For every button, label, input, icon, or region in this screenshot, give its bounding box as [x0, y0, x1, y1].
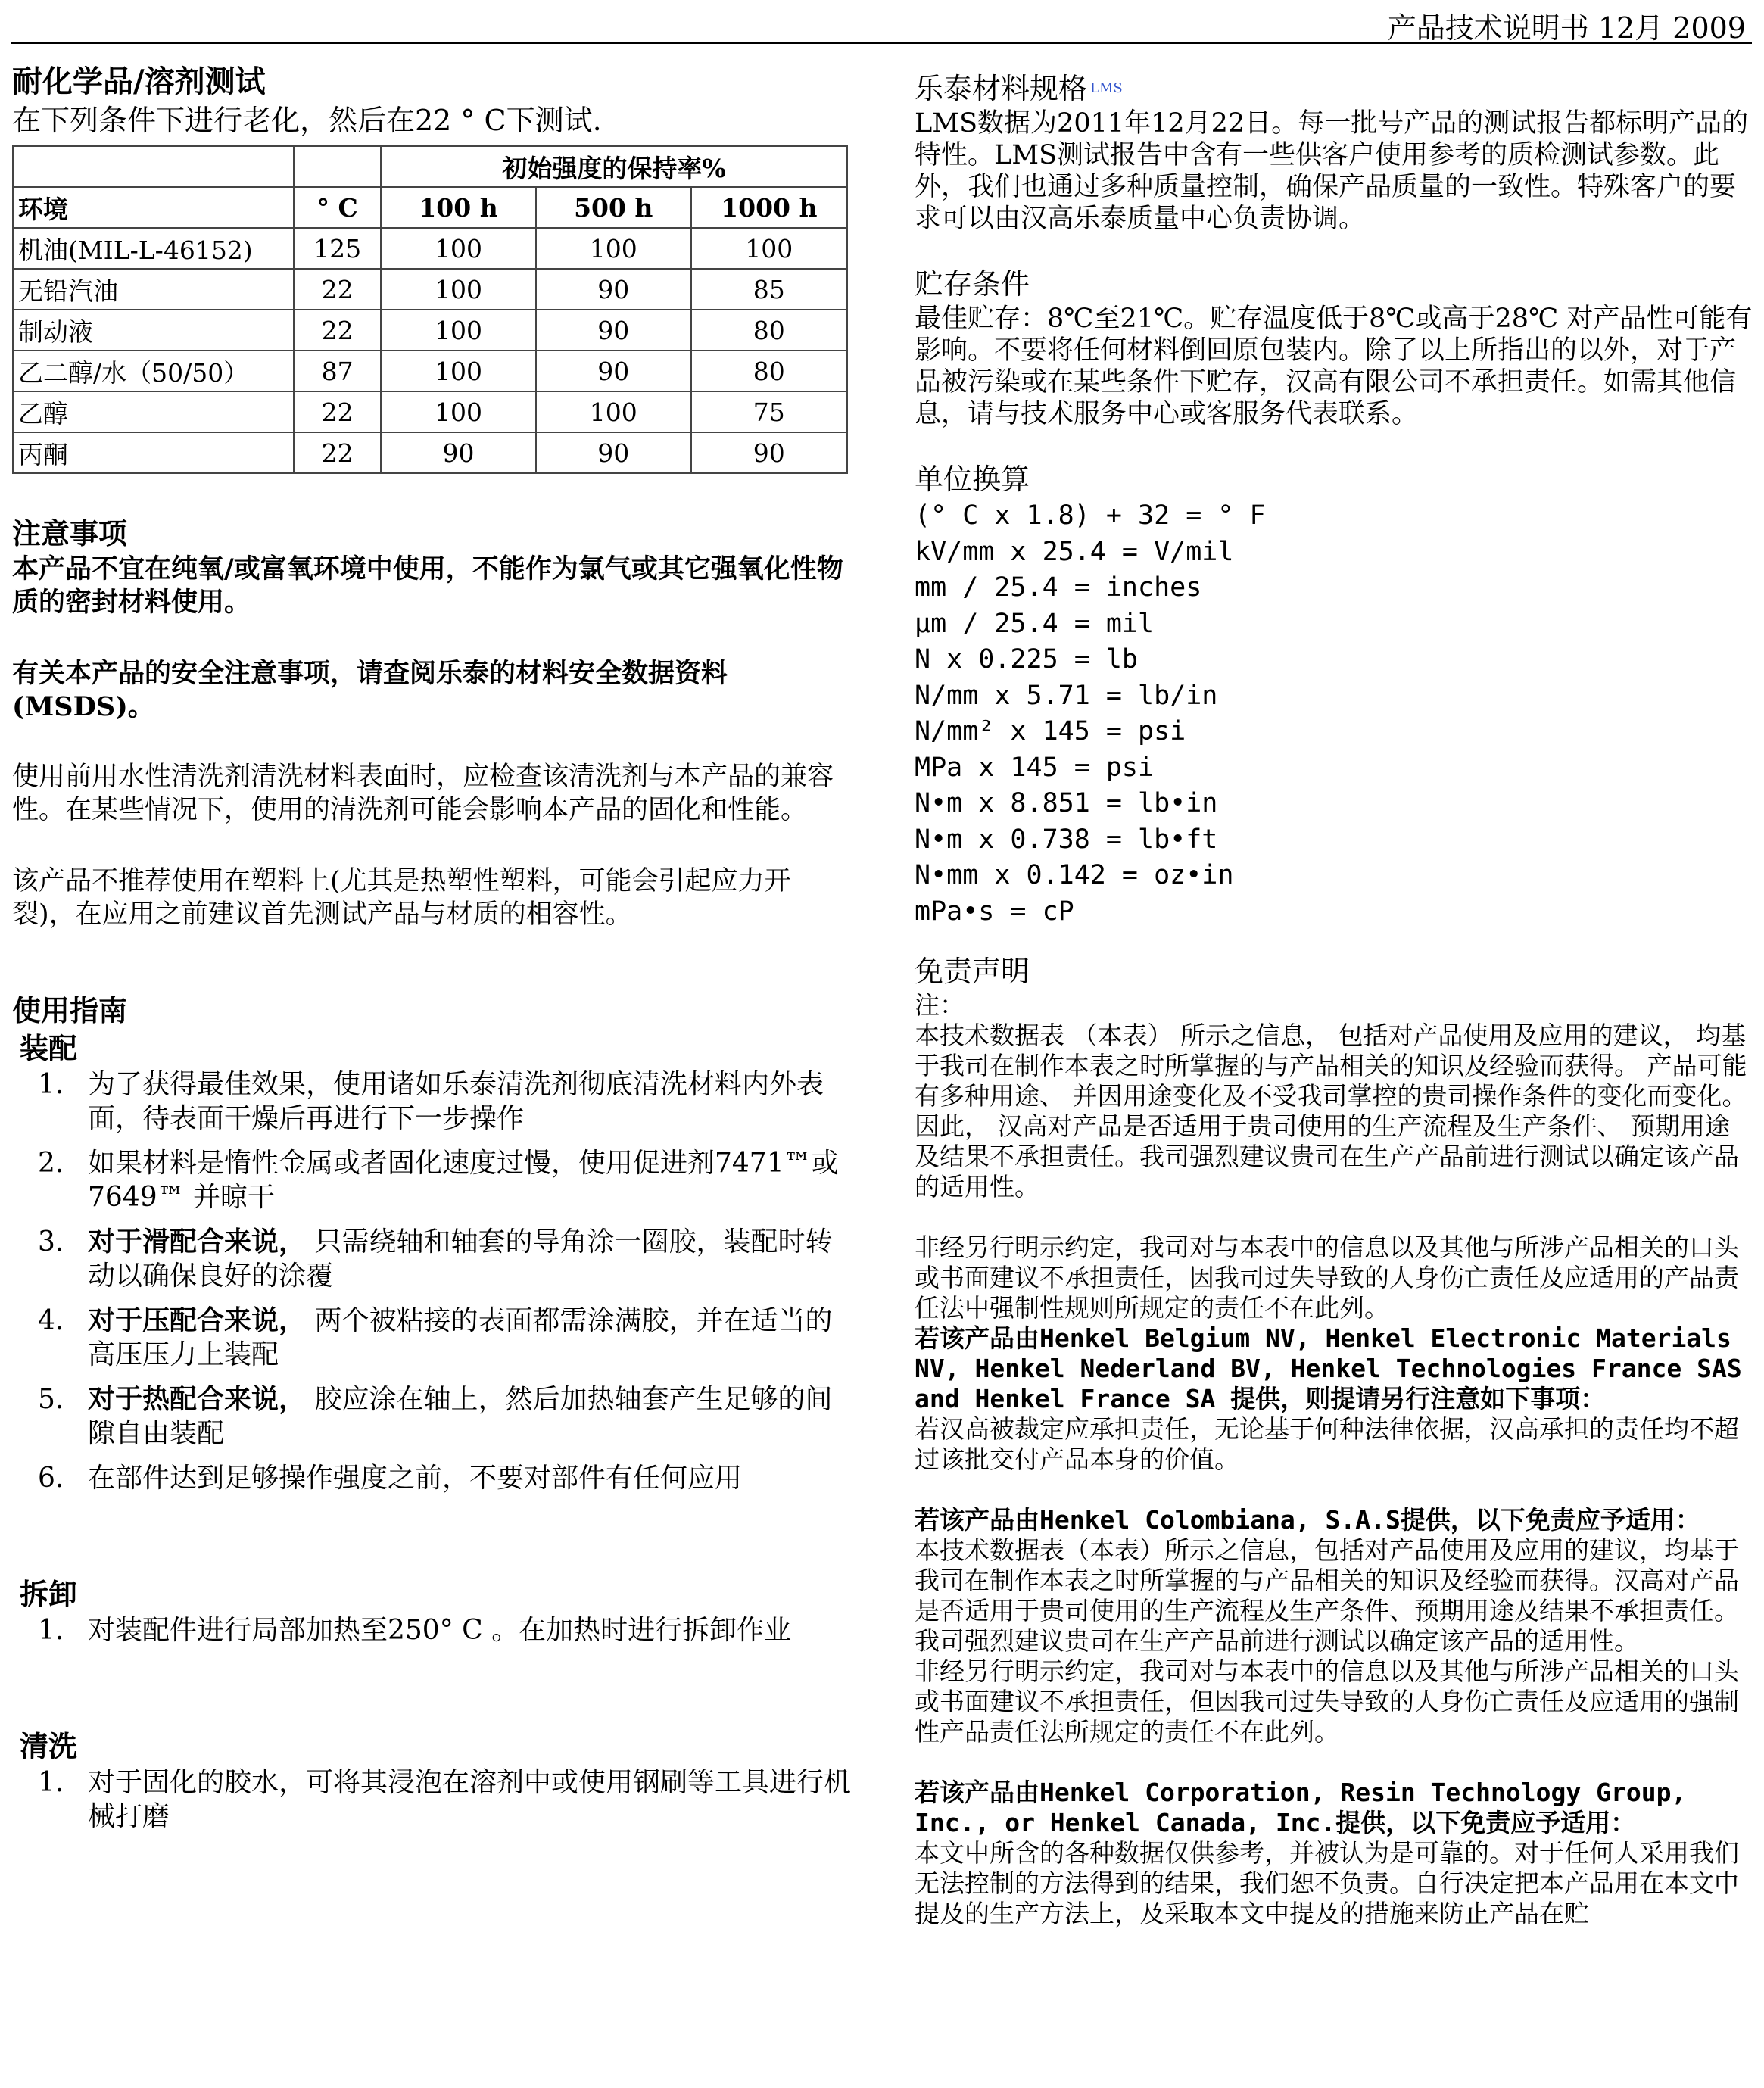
lms-title: 乐泰材料规格 $^{LMS}$: [915, 72, 1123, 105]
disclaimer-paragraph: 本技术数据表（本表）所示之信息，包括对产品使用及应用的建议，均基于我司在制作本表之时所掌握的与产品相关的知识及经验而获得。汉高对产品是否适用于贵司使用的生产流程及生产条件、预期用途及结果不承担责任。我司强烈建议贵司在生产产品前进行测试以确定该产品的适用性。: [915, 1535, 1739, 1656]
disclaimer-heading: 若该产品由Henkel Corporation, Resin Technology Group, Inc., or Henkel Canada, Inc.提供，以下免责应予适用：: [915, 1778, 1687, 1837]
conversion-line: N x 0.225 = lb: [915, 644, 1139, 675]
table-row: [13, 391, 847, 432]
storage-paragraph: 最佳贮存：8℃至21℃。贮存温度低于8℃或高于28℃ 对产品性可能有影响。不要将任何材料倒回原包装内。除了以上所指出的以外，对于产品被污染或在某些条件下贮存，汉高有限公司不承担责任。如需其他信息，请与技术服务中心或客服务代表联系。: [915, 304, 1753, 429]
table-row: [13, 351, 847, 391]
column-header: 100 h: [381, 187, 536, 228]
list-item: 2. 如果材料是惰性金属或者固化速度过慢，使用促进剂7471™或7649™ 并晾干: [38, 1148, 839, 1213]
table-cell: 乙醇: [13, 391, 294, 432]
table-cell: 90: [536, 269, 691, 310]
table-row: [13, 269, 847, 310]
conversion-line: (° C x 1.8) + 32 = ° F: [915, 500, 1266, 531]
list-item: 3. 对于滑配合来说， 只需绕轴和轴套的导角涂一圈胶，装配时转动以确保良好的涂覆: [38, 1226, 833, 1292]
conversion-line: kV/mm x 25.4 = V/mil: [915, 536, 1234, 567]
table-cell: 85: [691, 269, 847, 310]
table-row: [13, 432, 847, 473]
conversion-list: [915, 498, 1753, 930]
conversion-line: mm / 25.4 = inches: [915, 572, 1202, 603]
table-cell: 22: [294, 310, 381, 351]
table-header-row: [13, 187, 847, 228]
disclaimer-note: 注：: [915, 990, 965, 1020]
table-cell: 75: [691, 391, 847, 432]
conversion-line: N•m x 8.851 = lb•in: [915, 788, 1218, 818]
disassembly-title: 拆卸: [20, 1577, 78, 1611]
table-cell: 100: [536, 391, 691, 432]
table-cell: 90: [536, 310, 691, 351]
right-column: [915, 70, 1753, 1929]
disclaimer-paragraph: 若汉高被裁定应承担责任，无论基于何种法律依据，汉高承担的责任均不超过该批交付产品本身的价值。: [915, 1414, 1739, 1474]
chem-resistance-subtitle: 在下列条件下进行老化，然后在22 ° C下测试.: [12, 104, 602, 137]
disclaimer-paragraph: 非经另行明示约定，我司对与本表中的信息以及其他与所涉产品相关的口头或书面建议不承担责任，因我司过失导致的人身伤亡责任及应适用的产品责任法中强制性规则所规定的责任不在此列。: [915, 1233, 1739, 1323]
table-group-header-row: [13, 146, 847, 187]
conversion-line: N/mm x 5.71 = lb/in: [915, 680, 1218, 711]
list-item: 1. 对于固化的胶水，可将其浸泡在溶剂中或使用钢刷等工具进行机械打磨: [38, 1767, 852, 1832]
list-item: 6. 在部件达到足够操作强度之前，不要对部件有任何应用: [38, 1463, 743, 1494]
list-item: 1. 对装配件进行局部加热至250° C 。在加热时进行拆卸作业: [38, 1615, 792, 1646]
cleanup-steps: [12, 1765, 851, 1834]
assembly-steps: [12, 1067, 851, 1495]
conversion-line: μm / 25.4 = mil: [915, 608, 1155, 639]
lms-superscript: LMS: [1090, 80, 1123, 96]
table-cell: 80: [691, 351, 847, 391]
notes-paragraph: 本产品不宜在纯氧/或富氧环境中使用，不能作为氯气或其它强氧化性物质的密封材料使用。: [12, 553, 843, 618]
disclaimer-paragraph: 非经另行明示约定，我司对与本表中的信息以及其他与所涉产品相关的口头或书面建议不承担责任，但因我司过失导致的人身伤亡责任及应适用的强制性产品责任法所规定的责任不在此列。: [915, 1656, 1739, 1747]
conversion-title: 单位换算: [915, 463, 1030, 496]
list-item: 1. 为了获得最佳效果，使用诸如乐泰清洗剂彻底清洗材料内外表面，待表面干燥后再进行下一步操作: [38, 1069, 824, 1134]
notes-paragraph: 使用前用水性清洗剂清洗材料表面时，应检查该清洗剂与本产品的兼容性。在某些情况下，使用的清洗剂可能会影响本产品的固化和性能。: [12, 762, 834, 825]
table-cell: 100: [691, 228, 847, 269]
table-cell: 22: [294, 269, 381, 310]
table-cell: 100: [381, 228, 536, 269]
left-column: [12, 62, 851, 1844]
notes-paragraph: 有关本产品的安全注意事项，请查阅乐泰的材料安全数据资料(MSDS)。: [12, 658, 728, 722]
table-cell: 87: [294, 351, 381, 391]
document-title: 产品技术说明书 12月 2009: [1387, 11, 1746, 45]
table-cell: 90: [691, 432, 847, 473]
table-cell: 机油(MIL-L-46152): [13, 228, 294, 269]
disclaimer-title: 免责声明: [915, 955, 1030, 988]
column-header: 环境: [13, 187, 294, 228]
disclaimer-heading: 若该产品由Henkel Belgium NV, Henkel Electronic Materials NV, Henkel Nederland BV, Henkel Technologies France SAS and Henkel France SA 提供，则提请另行注意如下事项：: [915, 1323, 1742, 1413]
notes-paragraph: 该产品不推荐使用在塑料上(尤其是热塑性塑料，可能会引起应力开裂)，在应用之前建议首先测试产品与材质的相容性。: [12, 866, 791, 930]
table-cell: 22: [294, 432, 381, 473]
table-cell: 制动液: [13, 310, 294, 351]
table-cell: 90: [381, 432, 536, 473]
column-header: 1000 h: [691, 187, 847, 228]
column-header: ° C: [294, 187, 381, 228]
page-header: [11, 0, 1752, 44]
conversion-line: mPa•s = cP: [915, 896, 1074, 927]
notes-title: 注意事项: [12, 516, 128, 550]
disassembly-steps: [12, 1613, 851, 1647]
conversion-line: N/mm² x 145 = psi: [915, 716, 1186, 746]
table-cell: 无铅汽油: [13, 269, 294, 310]
chem-resistance-title: 耐化学品/溶剂测试: [12, 64, 266, 99]
list-item: 4. 对于压配合来说， 两个被粘接的表面都需涂满胶，并在适当的高压压力上装配: [38, 1304, 833, 1370]
lms-paragraph: LMS数据为2011年12月22日。每一批号产品的测试报告都标明产品的特性。LMS测试报告中含有一些供客户使用参考的质检测试参数。此外，我们也通过多种质量控制，确保产品质量的一致性。特殊客户的要求可以由汉高乐泰质量中心负责协调。: [915, 108, 1749, 234]
assembly-title: 装配: [20, 1031, 78, 1065]
guide-title: 使用指南: [12, 993, 128, 1027]
table-cell: 90: [536, 432, 691, 473]
column-header: 500 h: [536, 187, 691, 228]
table-cell: 22: [294, 391, 381, 432]
table-cell: 100: [536, 228, 691, 269]
storage-title: 贮存条件: [915, 267, 1030, 301]
table-cell: 100: [381, 351, 536, 391]
conversion-line: MPa x 145 = psi: [915, 752, 1155, 783]
table-cell: 100: [381, 391, 536, 432]
table-cell: 125: [294, 228, 381, 269]
disclaimer-heading: 若该产品由Henkel Colombiana, S.A.S提供，以下免责应予适用：: [915, 1505, 1700, 1535]
cleanup-title: 清洗: [20, 1729, 78, 1763]
table-cell: 100: [381, 310, 536, 351]
disclaimer-paragraph: 本技术数据表 （本表） 所示之信息， 包括对产品使用及应用的建议， 均基于我司在制作本表之时所掌握的与产品相关的知识及经验而获得。 产品可能有多种用途、 并因用途变化及不受我司掌控的贵司操作条件的变化而变化。 因此， 汉高对产品是否适用于贵司使用的生产流程及生产条件、 预期用途及结果不承担责任。我司强烈建议贵司在生产产品前进行测试以确定该产品的适用性。: [915, 1021, 1747, 1201]
table-cell: 丙酮: [13, 432, 294, 473]
table-cell: 80: [691, 310, 847, 351]
table-cell: 90: [536, 351, 691, 391]
table-cell: 乙二醇/水（50/50）: [13, 351, 294, 391]
table-group-header: 初始强度的保持率%: [381, 146, 847, 187]
conversion-line: N•mm x 0.142 = oz•in: [915, 860, 1234, 890]
table-row: [13, 310, 847, 351]
disclaimer-paragraph: 本文中所含的各种数据仅供参考，并被认为是可靠的。对于任何人采用我们无法控制的方法得到的结果，我们恕不负责。自行决定把本产品用在本文中提及的生产方法上，及采取本文中提及的措施来防止产品在贮: [915, 1838, 1739, 1928]
table-cell: 100: [381, 269, 536, 310]
table-row: [13, 228, 847, 269]
chem-resistance-table: [12, 145, 848, 474]
list-item: 5. 对于热配合来说， 胶应涂在轴上，然后加热轴套产生足够的间隙自由装配: [38, 1383, 833, 1449]
conversion-line: N•m x 0.738 = lb•ft: [915, 824, 1218, 855]
